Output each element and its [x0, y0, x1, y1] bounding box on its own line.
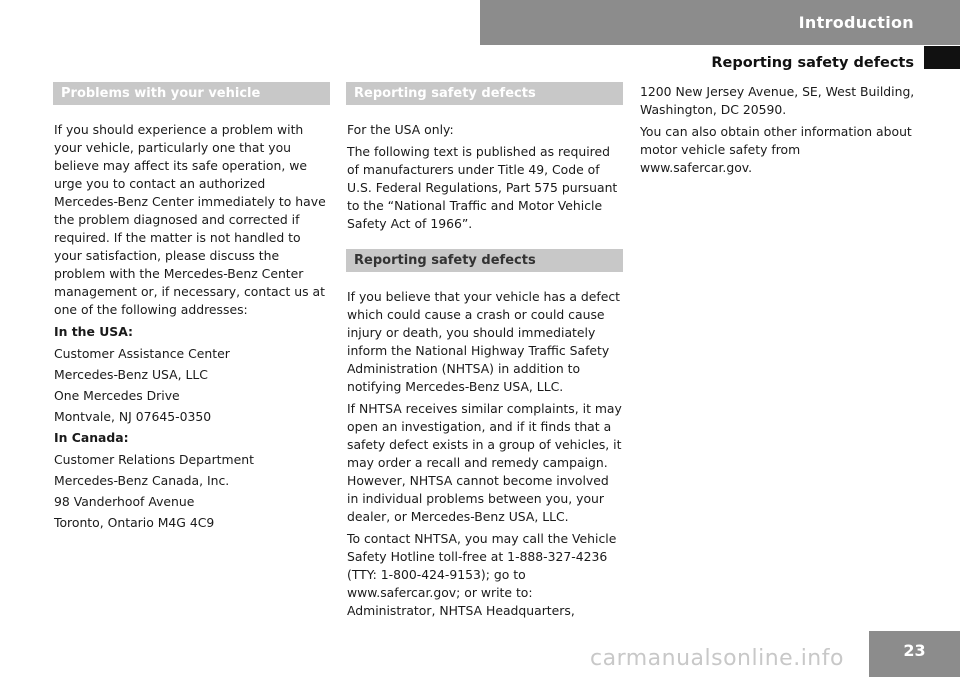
page-number: 23: [869, 631, 960, 677]
contact-paragraph: To contact NHTSA, you may call the Vehicle Safety Hotline toll-free at 1-888-327-4236 (TTY: 1-800-424-9153); go to www.safercar.gov; or write to: Administrator, NHTSA Headquarters,: [347, 531, 617, 618]
safety-info-paragraph: You can also obtain other information about motor vehicle safety from www.safercar.gov.: [640, 124, 912, 175]
usa-only-note: For the USA only:: [347, 122, 454, 137]
defect-paragraph: If you believe that your vehicle has a defect which could cause a crash or could cause injury or death, you should immediately inform the National Highway Traffic Safety Administration (NHTSA) in addition to notifying Mercedes-Benz USA, LLC.: [347, 289, 621, 394]
usa-address-line: Customer Assistance Center: [54, 346, 230, 361]
usa-address-line: Mercedes-Benz USA, LLC: [54, 367, 208, 382]
column-reporting: [347, 82, 623, 624]
usa-label: In the USA:: [54, 324, 133, 339]
published-text: The following text is published as required of manufacturers under Title 49, Code of U.S. Federal Regulations, Part 575 pursuant to the “National Traffic and Motor Vehicle Safety Act of 1966”.: [347, 144, 618, 231]
usa-address-line: One Mercedes Drive: [54, 388, 180, 403]
canada-address-line: Customer Relations Department: [54, 452, 254, 467]
problems-intro: If you should experience a problem with your vehicle, particularly one that you believe may affect its safe operation, we urge you to contact an authorized Mercedes-Benz Center immediately to have the problem diagnosed and corrected if required. If the matter is not handled to your satisfaction, please discuss the problem with the Mercedes-Benz Center management or, if necessary, contact us at one of the following addresses:: [54, 122, 326, 317]
heading-reporting-1: Reporting safety defects: [346, 82, 623, 105]
canada-address-line: 98 Vanderhoof Avenue: [54, 494, 195, 509]
section-tab-marker: [924, 46, 960, 69]
watermark-text: carmanualsonline.info: [590, 646, 844, 671]
investigation-paragraph: If NHTSA receives similar complaints, it may open an investigation, and if it finds that a safety defect exists in a group of vehicles, it may order a recall and remedy campaign. However, NHTSA cannot become involved in individual problems between you, your dealer, or Mercedes-Benz USA, LLC.: [347, 401, 622, 524]
canada-label: In Canada:: [54, 430, 129, 445]
heading-reporting-2: Reporting safety defects: [346, 249, 623, 272]
chapter-title: Introduction: [798, 13, 914, 32]
usa-address-line: Montvale, NJ 07645-0350: [54, 409, 212, 424]
nhtsa-address: 1200 New Jersey Avenue, SE, West Building, Washington, DC 20590.: [640, 84, 915, 117]
canada-address-line: Toronto, Ontario M4G 4C9: [54, 515, 215, 530]
heading-problems: Problems with your vehicle: [53, 82, 330, 105]
column-continued: [640, 83, 916, 181]
section-title: Reporting safety defects: [711, 55, 914, 71]
canada-address-line: Mercedes-Benz Canada, Inc.: [54, 473, 230, 488]
column-problems: [54, 82, 330, 535]
